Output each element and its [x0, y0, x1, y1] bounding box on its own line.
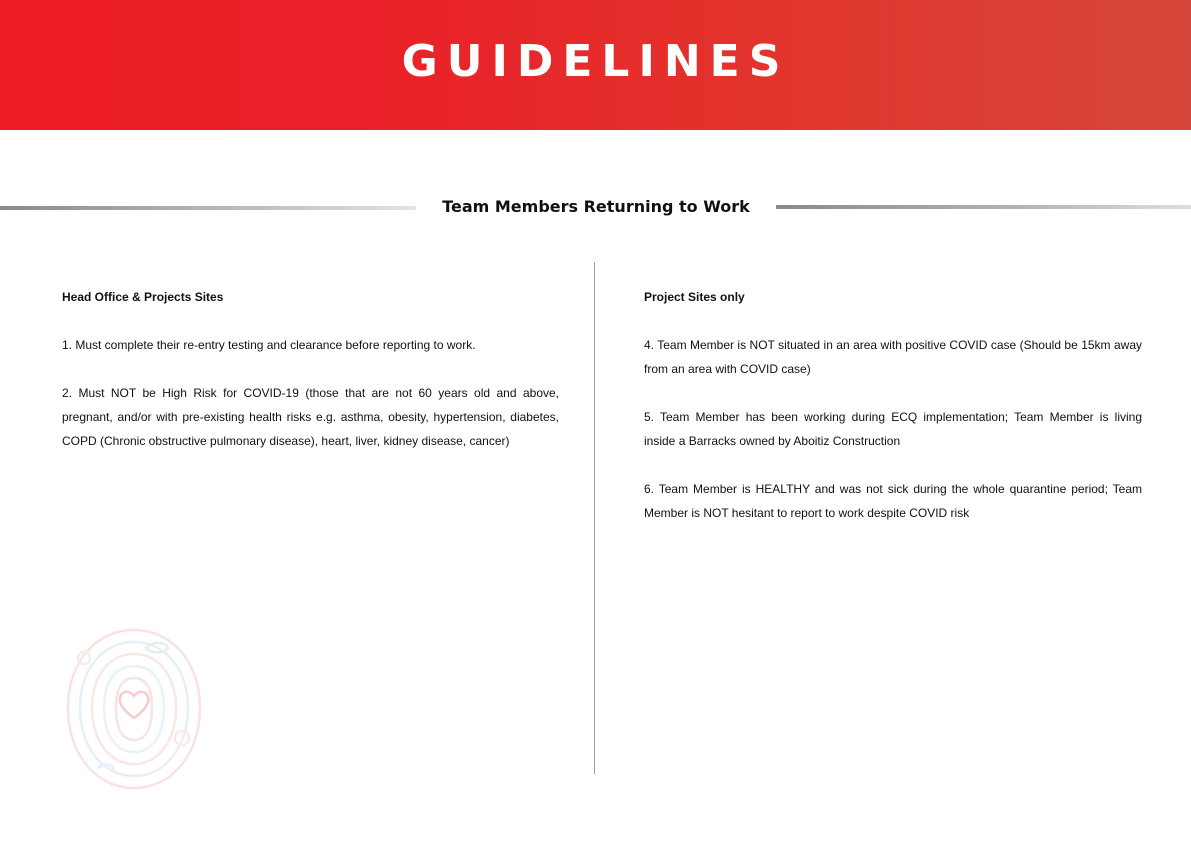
guideline-item: 6. Team Member is HEALTHY and was not sick during the whole quarantine period; Team Member is NOT hesitant to report to work despite COVID risk [644, 482, 1142, 520]
section-rule-left [0, 206, 416, 210]
header-banner [0, 0, 1191, 130]
guideline-item: 5. Team Member has been working during ECQ implementation; Team Member is living inside a Barracks owned by Aboitiz Construction [644, 410, 1142, 448]
section-title: Team Members Returning to Work [442, 197, 750, 216]
right-column-heading: Project Sites only [644, 290, 745, 304]
right-column [644, 285, 1142, 549]
page-title: GUIDELINES [401, 36, 790, 87]
guideline-item: 4. Team Member is NOT situated in an area with positive COVID case (Should be 15km away from an area with COVID case) [644, 338, 1142, 376]
fingerprint-heart-icon [58, 618, 210, 798]
left-column [62, 285, 559, 477]
guideline-item: 1. Must complete their re-entry testing and clearance before reporting to work. [62, 338, 476, 352]
column-divider [594, 262, 595, 774]
left-column-heading: Head Office & Projects Sites [62, 290, 224, 304]
guideline-item: 2. Must NOT be High Risk for COVID-19 (those that are not 60 years old and above, pregnant, and/or with pre-existing health risks e.g. asthma, obesity, hypertension, diabetes, COPD (Chronic obstructive pulmonary disease), heart, liver, kidney disease, cancer) [62, 386, 559, 448]
section-rule-right [776, 205, 1191, 209]
